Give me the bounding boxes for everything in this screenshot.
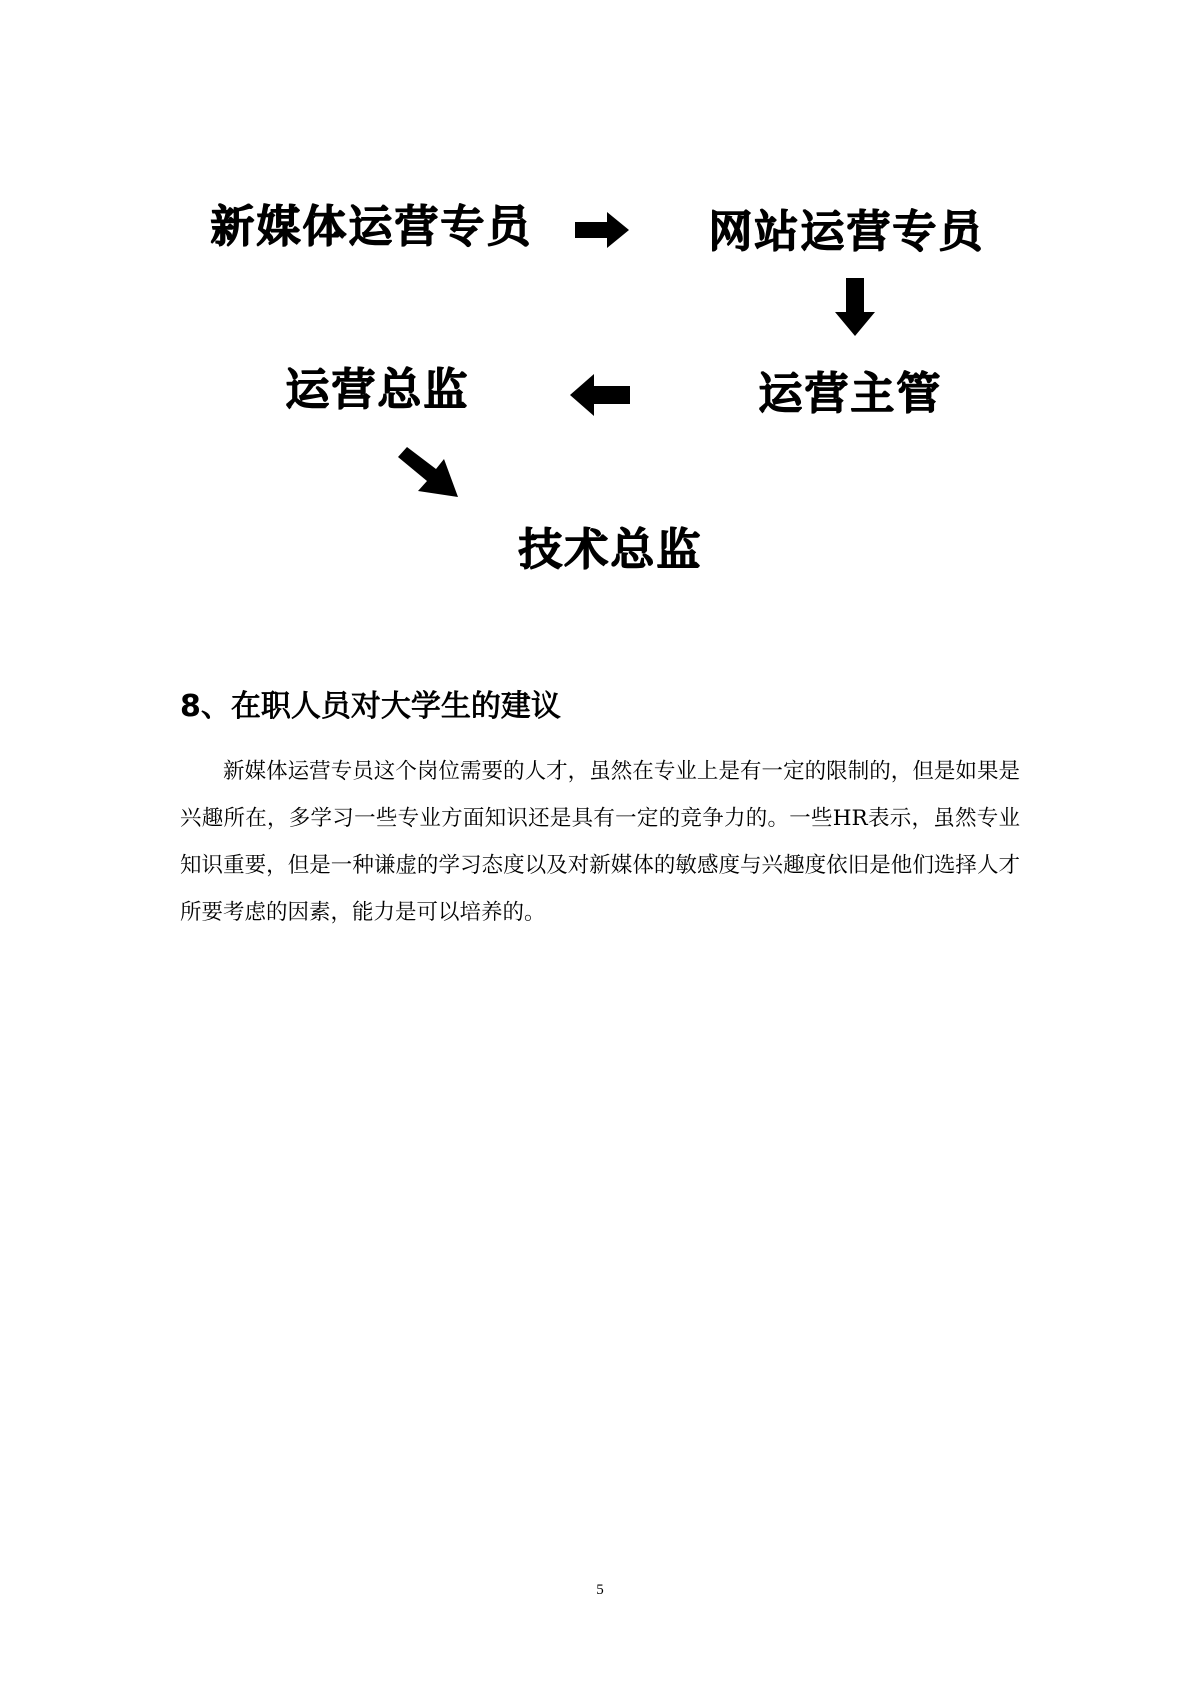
arrow-right-icon bbox=[575, 212, 629, 248]
node-website-ops: 网站运营专员 bbox=[708, 206, 984, 257]
arrow-down-right-icon bbox=[398, 445, 458, 497]
node-ops-director: 运营总监 bbox=[285, 364, 469, 415]
node-new-media-ops: 新媒体运营专员 bbox=[210, 201, 532, 252]
node-tech-director: 技术总监 bbox=[518, 524, 702, 575]
section-paragraph: 新媒体运营专员这个岗位需要的人才，虽然在专业上是有一定的限制的，但是如果是兴趣所在，多学习一些专业方面知识还是具有一定的竞争力的。一些HR表示，虽然专业知识重要，但是一种谦虚的学习态度以及对新媒体的敏感度与兴趣度依旧是他们选择人才所要考虑的因素，能力是可以培养的。 bbox=[180, 759, 1020, 925]
page-number: 5 bbox=[596, 1582, 604, 1598]
section-heading: 8、在职人员对大学生的建议 bbox=[180, 689, 561, 724]
node-ops-supervisor: 运营主管 bbox=[758, 368, 942, 419]
arrow-left-icon bbox=[570, 374, 630, 416]
arrow-down-icon bbox=[835, 278, 875, 336]
